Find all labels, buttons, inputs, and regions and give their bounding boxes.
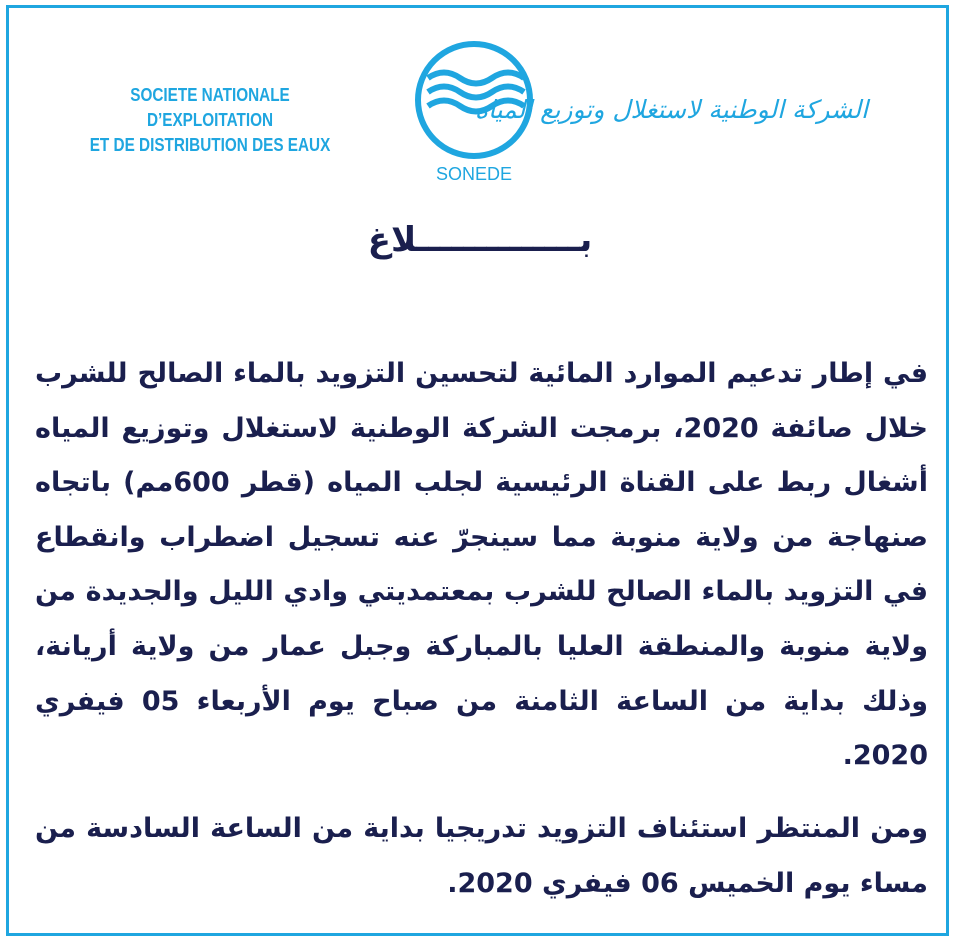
announcement-paragraph-1: في إطار تدعيم الموارد المائية لتحسين التزويد بالماء الصالح للشرب خلال صائفة 2020، برمجت الشركة الوطنية لاستغلال وتوزيع المياه أشغال ربط على القناة الرئيسية لجلب المياه (قطر 600مم) باتجاه صنهاجة من ولاية منوبة مما سينجرّ عنه تسجيل اضطراب وانقطاع في التزويد بالماء الصالح للشرب بمعتمديتي وادي الليل والجديدة من ولاية منوبة والمنطقة العليا بالمباركة وجبل عمار من ولاية أريانة، وذلك بداية من الساعة الثامنة من صباح يوم الأربعاء 05 فيفري 2020. xyxy=(35,358,929,772)
announcement-paragraph-2: ومن المنتظر استئناف التزويد تدريجيا بداية من الساعة السادسة من مساء يوم الخميس 06 فيفري 2020. xyxy=(35,813,928,899)
company-name-french xyxy=(66,83,355,158)
company-name-french-line2: ET DE DISTRIBUTION DES EAUX xyxy=(89,135,331,155)
company-name-french-line1: SOCIETE NATIONALE D’EXPLOITATION xyxy=(130,85,290,130)
logo-text: SONEDE xyxy=(435,164,513,184)
page-title: بــــــــــــــلاغ xyxy=(367,220,593,260)
company-name-arabic: الشركة الوطنية لاستغلال وتوزيع المياه xyxy=(474,95,868,124)
